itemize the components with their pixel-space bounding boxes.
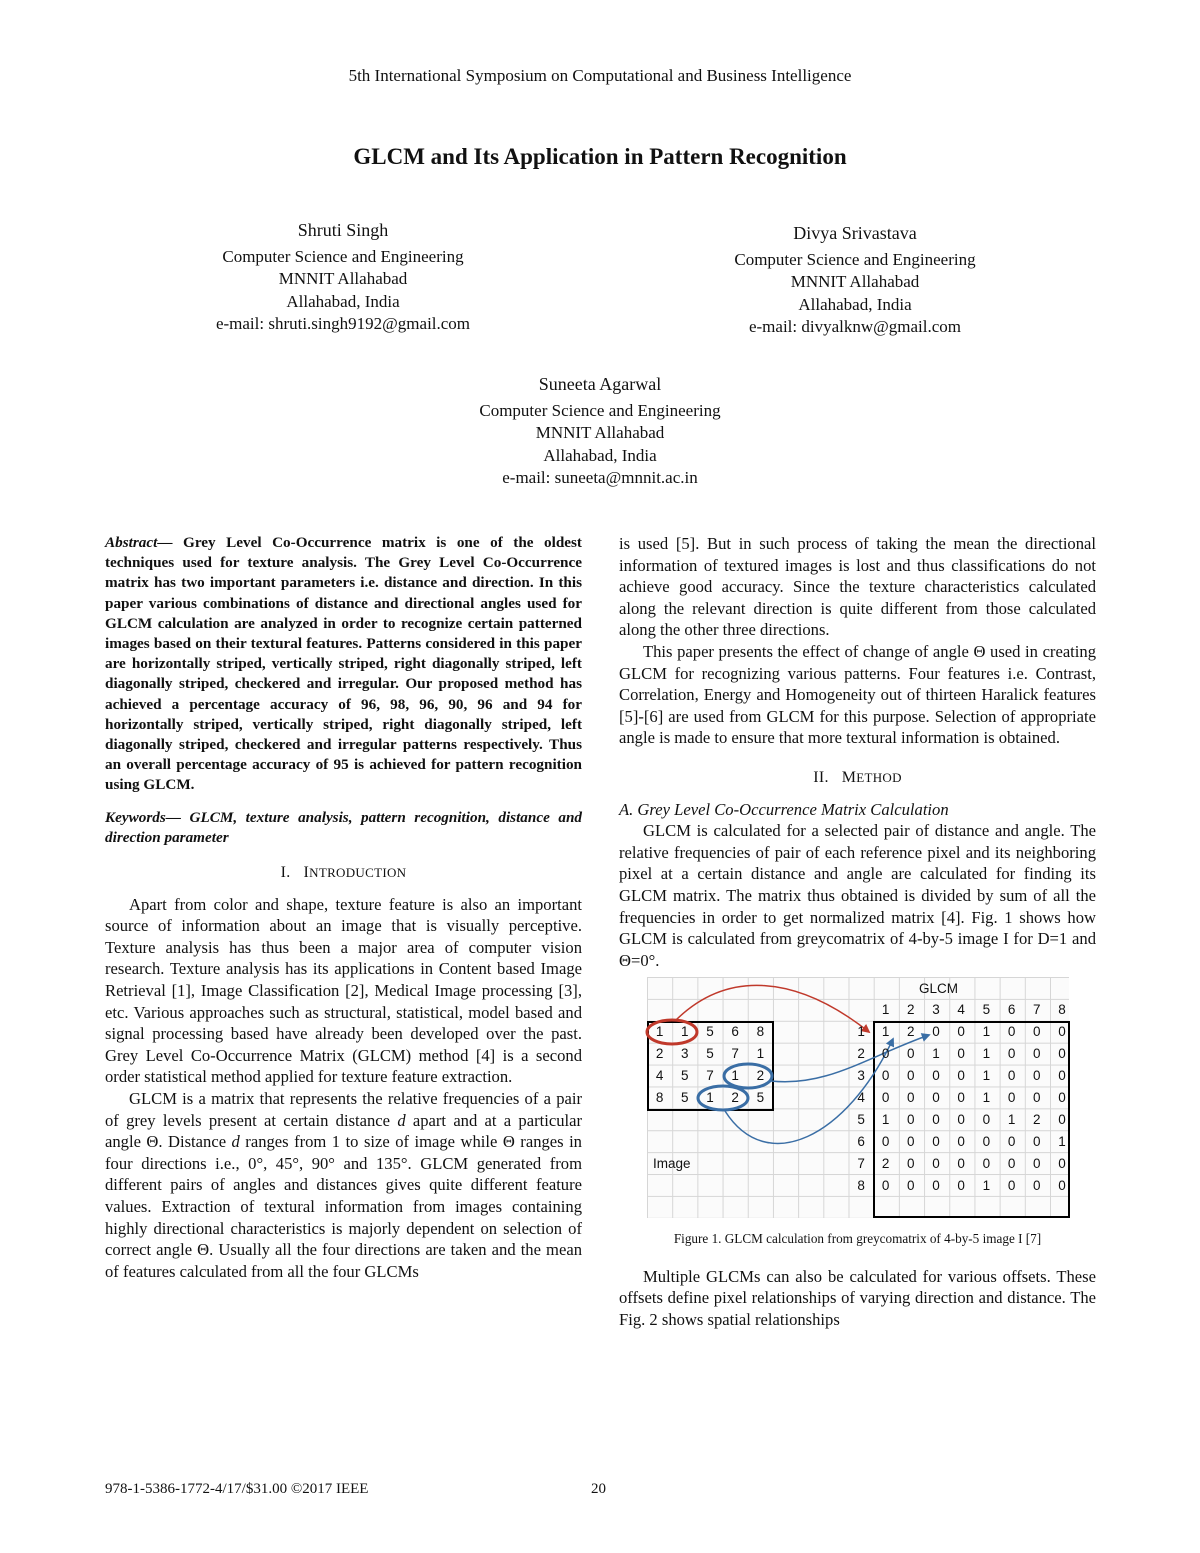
glcm-col-header: 5 [982, 1002, 991, 1018]
glcm-cell: 0 [957, 1133, 965, 1149]
glcm-row-header: 7 [857, 1155, 865, 1171]
text-run: apart and at a particular angle Θ. Distance [105, 1110, 582, 1152]
section-heading-introduction [105, 862, 582, 884]
glcm-cell: 1 [982, 1089, 991, 1105]
section-heading-method [619, 767, 1096, 789]
glcm-cell: 0 [932, 1089, 940, 1105]
variable-d: d [231, 1132, 240, 1152]
section-number: I. [280, 864, 291, 882]
keywords-label: Keywords— [105, 808, 181, 826]
glcm-cell: 2 [907, 1024, 915, 1040]
author-place: Allahabad, India [798, 294, 912, 314]
image-cell: 2 [655, 1046, 664, 1062]
glcm-cell: 1 [982, 1068, 991, 1084]
glcm-cell: 1 [881, 1111, 890, 1127]
image-cell: 1 [706, 1089, 714, 1105]
glcm-cell: 0 [1058, 1155, 1066, 1171]
glcm-cell: 0 [1007, 1155, 1016, 1171]
section-rest: NTRODUCTION [309, 865, 407, 881]
glcm-cell: 0 [907, 1111, 915, 1127]
glcm-cell: 0 [957, 1111, 965, 1127]
image-cell: 5 [681, 1068, 689, 1084]
image-cell: 2 [756, 1068, 765, 1084]
glcm-cell: 0 [907, 1133, 915, 1149]
variable-d: d [397, 1110, 406, 1130]
glcm-col-header: 7 [1033, 1002, 1041, 1018]
glcm-cell: 0 [957, 1024, 965, 1040]
right-column [619, 533, 1096, 1331]
glcm-cell: 0 [907, 1155, 915, 1171]
glcm-cell: 2 [1033, 1111, 1041, 1127]
author-name: Shruti Singh [297, 220, 389, 240]
paragraph: is used [5]. But in such process of taking the mean the directional information of textured images is lost and thus classifications do not achieve good accuracy. Since the texture characteristics calculated along the relevant direction is quite different from those calculated along the other three directions. [619, 534, 1096, 640]
glcm-row-header: 5 [857, 1111, 865, 1127]
image-cell: 4 [655, 1068, 664, 1084]
glcm-cell: 1 [982, 1046, 991, 1062]
glcm-cell: 0 [881, 1068, 890, 1084]
section-initial: M [841, 768, 857, 786]
glcm-cell: 0 [932, 1068, 940, 1084]
glcm-cell: 0 [1007, 1024, 1016, 1040]
image-cell: 1 [655, 1024, 664, 1040]
glcm-row-header: 3 [857, 1068, 865, 1084]
glcm-col-header: 2 [907, 1002, 915, 1018]
glcm-cell: 0 [881, 1133, 890, 1149]
author-org: MNNIT Allahabad [790, 272, 920, 291]
glcm-col-header: 8 [1058, 1002, 1066, 1018]
keywords [105, 808, 582, 848]
glcm-cell: 0 [982, 1111, 991, 1127]
paragraph: Multiple GLCMs can also be calculated for various offsets. These offsets define pixel relationships of varying direction and distance. The Fig. 2 shows spatial relationships [619, 1266, 1096, 1330]
glcm-cell: 1 [932, 1046, 940, 1062]
author-dept: Computer Science and Engineering [222, 246, 464, 266]
glcm-cell: 0 [907, 1089, 915, 1105]
image-cell: 5 [706, 1024, 714, 1040]
glcm-cell: 0 [907, 1177, 915, 1193]
author-name: Suneeta Agarwal [538, 374, 662, 394]
glcm-cell: 0 [1058, 1068, 1066, 1084]
glcm-cell: 0 [1007, 1177, 1016, 1193]
abstract [105, 533, 582, 796]
glcm-cell: 0 [1033, 1133, 1041, 1149]
glcm-cell: 0 [1033, 1177, 1041, 1193]
image-cell: 8 [655, 1089, 664, 1105]
author-place: Allahabad, India [286, 291, 400, 311]
author-email: e-mail: shruti.singh9192@gmail.com [215, 314, 471, 333]
glcm-cell: 0 [957, 1089, 965, 1105]
subsection-heading: A. Grey Level Co-Occurrence Matrix Calculation [619, 799, 949, 819]
glcm-col-header: 1 [881, 1002, 890, 1018]
image-cell: 5 [756, 1089, 765, 1105]
author-name: Divya Srivastava [793, 223, 917, 243]
paper-title: GLCM and Its Application in Pattern Recognition [353, 144, 847, 169]
glcm-cell: 0 [881, 1177, 890, 1193]
glcm-cell: 0 [1007, 1068, 1016, 1084]
glcm-cell: 0 [1007, 1089, 1016, 1105]
glcm-row-header: 4 [857, 1089, 865, 1105]
glcm-cell: 0 [1058, 1111, 1066, 1127]
image-cell: 8 [756, 1024, 765, 1040]
figure-caption: Figure 1. GLCM calculation from greycomatrix of 4-by-5 image I [7] [673, 1231, 1042, 1247]
glcm-cell: 0 [881, 1046, 890, 1062]
glcm-cell: 0 [907, 1068, 915, 1084]
page-number: 20 [591, 1481, 606, 1497]
author-block-1 [178, 219, 508, 336]
figure-glcm [647, 977, 1069, 1218]
footer-copyright: 978-1-5386-1772-4/17/$31.00 ©2017 IEEE [105, 1481, 369, 1497]
image-label: Image [653, 1156, 691, 1172]
conference-header: 5th International Symposium on Computational and Business Intelligence [348, 66, 852, 85]
glcm-cell: 0 [982, 1155, 991, 1171]
glcm-row-header: 8 [857, 1177, 865, 1193]
glcm-cell: 0 [1007, 1046, 1016, 1062]
glcm-cell: 1 [1007, 1111, 1016, 1127]
glcm-cell: 0 [1033, 1046, 1041, 1062]
section-initial: I [303, 864, 310, 882]
glcm-row-header: 2 [857, 1046, 865, 1062]
glcm-cell: 0 [957, 1155, 965, 1171]
glcm-cell: 0 [1033, 1068, 1041, 1084]
glcm-cell: 0 [1058, 1089, 1066, 1105]
glcm-cell: 0 [932, 1024, 940, 1040]
image-cell: 3 [681, 1046, 689, 1062]
image-cell: 7 [731, 1046, 739, 1062]
glcm-cell: 0 [957, 1177, 965, 1193]
glcm-cell: 0 [907, 1046, 915, 1062]
glcm-cell: 0 [1007, 1133, 1016, 1149]
image-cell: 1 [731, 1068, 739, 1084]
left-column [105, 533, 582, 1282]
glcm-cell: 0 [932, 1177, 940, 1193]
image-cell: 1 [756, 1046, 765, 1062]
author-dept: Computer Science and Engineering [734, 249, 976, 269]
glcm-cell: 0 [932, 1155, 940, 1171]
paragraph: GLCM is calculated for a selected pair of distance and angle. The relative frequencies of pair of each reference pixel and its neighboring pixel at a certain distance and angle are calculated for finding its GLCM matrix. The matrix thus obtained is divided by sum of all the frequencies in order to get normalized matrix [4]. Fig. 1 shows how GLCM is calculated from greycomatrix of 4-by-5 image I for D=1 and Θ=0°. [619, 821, 1096, 970]
image-cell: 5 [706, 1046, 714, 1062]
glcm-label: GLCM [919, 981, 959, 997]
author-block-2 [690, 222, 1020, 339]
glcm-cell: 1 [1058, 1133, 1066, 1149]
section-rest: ETHOD [856, 769, 902, 785]
glcm-cell: 0 [881, 1089, 890, 1105]
image-cell: 5 [681, 1089, 689, 1105]
glcm-cell: 0 [982, 1133, 991, 1149]
paragraph: This paper presents the effect of change of angle Θ used in creating GLCM for recognizing various patterns. Four features i.e. Contrast, Correlation, Energy and Homogeneity out of thirteen Haralick features [5]-[6] are used from GLCM for this purpose. Selection of appropriate angle is made to ensure that more textural information is obtained. [619, 641, 1096, 748]
abstract-label: Abstract— [105, 534, 173, 551]
author-org: MNNIT Allahabad [278, 269, 408, 288]
author-dept: Computer Science and Engineering [479, 400, 721, 420]
glcm-cell: 1 [982, 1024, 991, 1040]
keywords-text: GLCM, texture analysis, pattern recognition, distance and direction parameter [105, 808, 582, 846]
glcm-cell: 0 [957, 1046, 965, 1062]
paragraph: Apart from color and shape, texture feature is also an important source of information about an image that is visually perceptive. Texture analysis has thus been a major area of computer vision research. Texture analysis has its applications in Content based Image Retrieval [1], Image Classification [2], Medical Image processing [3], etc. Various approaches such as structural, statistical, model based and signal processing based have already been developed over the past. Grey Level Co-Occurrence Matrix (GLCM) method [4] is a second order statistical method applied for texture feature extraction. [105, 894, 582, 1087]
glcm-cell: 0 [1058, 1177, 1066, 1193]
glcm-cell: 0 [1033, 1024, 1041, 1040]
author-org: MNNIT Allahabad [535, 423, 665, 442]
glcm-row-header: 6 [857, 1133, 865, 1149]
image-cell: 6 [731, 1024, 739, 1040]
image-cell: 7 [706, 1068, 714, 1084]
paragraph [105, 1088, 582, 1282]
abstract-text: Grey Level Co-Occurrence matrix is one of the oldest techniques used for texture analysis. The Grey Level Co-Occurrence matrix has two important parameters i.e. distance and direction. In this paper various combinations of distance and directional angles used for GLCM calculation are analyzed in order to recognize certain patterned images based on their textural features. Patterns considered in this paper are horizontally striped, vertically striped, right diagonally striped, left diagonally striped, checkered and irregular. Our proposed method has achieved a percentage accuracy of 96, 98, 96, 90, 96 and 94 for horizontally striped, vertically striped, right diagonally striped, left diagonally striped, checkered and irregular patterns respectively. Thus an overall percentage accuracy of 95 is achieved for pattern recognition using GLCM. [105, 534, 582, 794]
text-run: GLCM is a matrix that represents the relative frequencies of a pair of grey levels present at certain distance [105, 1088, 582, 1130]
glcm-cell: 0 [1058, 1046, 1066, 1062]
author-block-3 [435, 373, 765, 490]
glcm-cell: 0 [1033, 1155, 1041, 1171]
glcm-cell: 0 [1033, 1089, 1041, 1105]
section-number: II. [813, 768, 829, 786]
image-cell: 2 [731, 1089, 739, 1105]
glcm-col-header: 6 [1007, 1002, 1016, 1018]
glcm-cell: 1 [881, 1024, 890, 1040]
author-email: e-mail: divyalknw@gmail.com [748, 317, 962, 336]
glcm-cell: 1 [982, 1177, 991, 1193]
text-run: ranges from 1 to size of image while Θ ranges in four directions i.e., 0°, 45°, 90° and 135°. GLCM generated from different pairs of angles and distances gives quite different feature values. Extraction of textural information from images containing highly directional characteristics is majorly dependent on selection of correct angle Θ. Usually all the four directions are taken and the mean of features calculated from all the four GLCMs [105, 1132, 582, 1281]
glcm-cell: 2 [881, 1155, 890, 1171]
author-place: Allahabad, India [543, 445, 657, 465]
glcm-row-header: 1 [857, 1024, 865, 1040]
author-email: e-mail: suneeta@mnnit.ac.in [502, 468, 698, 487]
glcm-cell: 0 [932, 1111, 940, 1127]
glcm-col-header: 3 [932, 1002, 940, 1018]
glcm-cell: 0 [932, 1133, 940, 1149]
image-cell: 1 [681, 1024, 689, 1040]
glcm-cell: 0 [957, 1068, 965, 1084]
glcm-cell: 0 [1058, 1024, 1066, 1040]
glcm-col-header: 4 [957, 1002, 965, 1018]
